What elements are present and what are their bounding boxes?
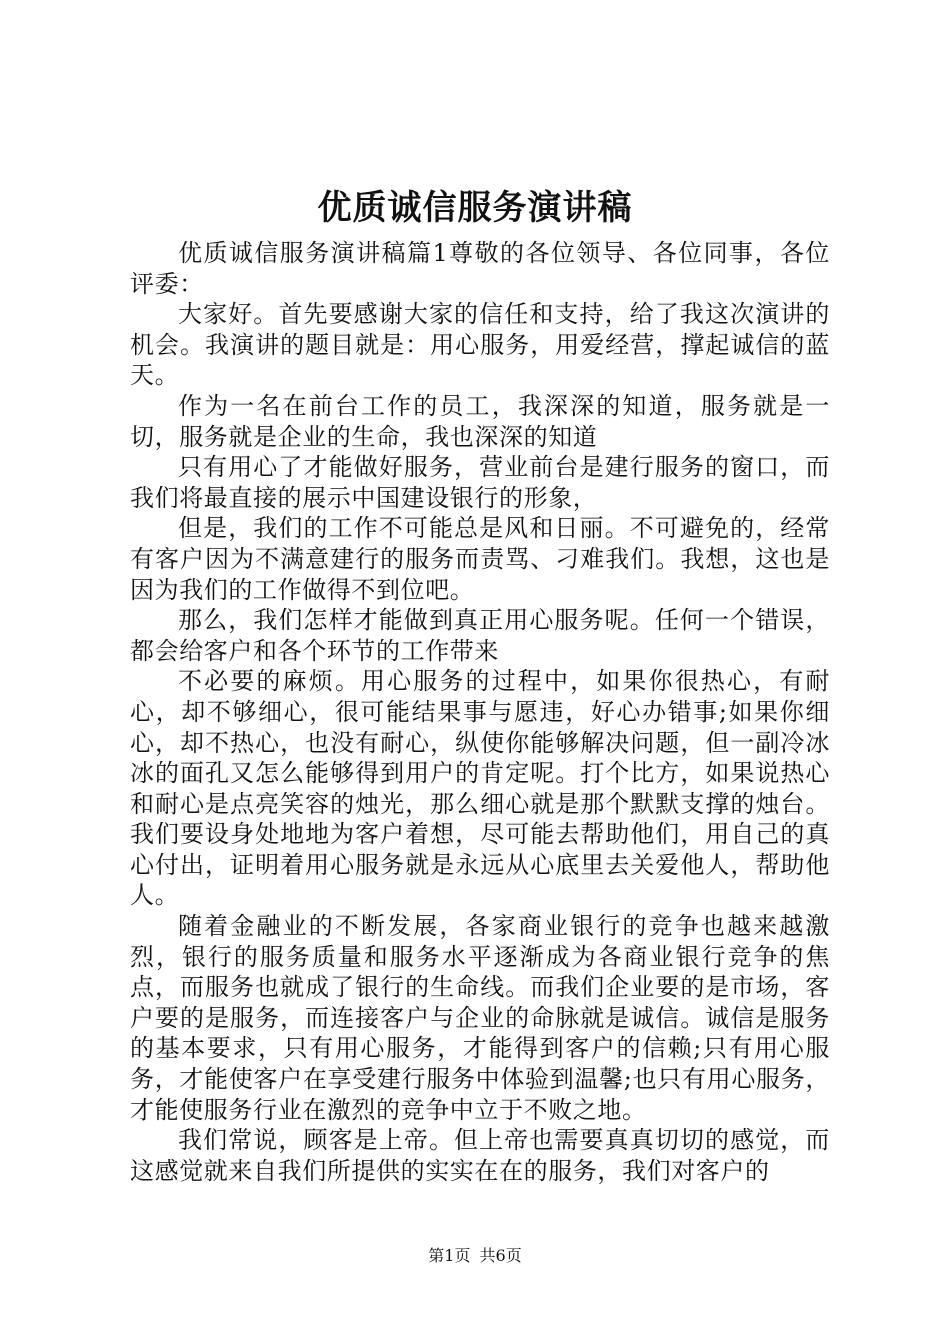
paragraph: 但是，我们的工作不可能总是风和日丽。不可避免的，经常有客户因为不满意建行的服务而责骂、刁难我们。我想，这也是因为我们的工作做得不到位吧。 (130, 514, 830, 604)
paragraph: 只有用心了才能做好服务，营业前台是建行服务的窗口，而我们将最直接的展示中国建设银行的形象， (130, 453, 830, 512)
paragraph: 不必要的麻烦。用心服务的过程中，如果你很热心，有耐心，却不够细心，很可能结果事与愿违，好心办错事;如果你细心，却不热心，也没有耐心，纵使你能够解决问题，但一副冷冰冰的面孔又怎么能够得到用户的肯定呢。打个比方，如果说热心和耐心是点亮笑容的烛光，那么细心就是那个默默支撑的烛台。我们要设身处地地为客户着想，尽可能去帮助他们，用自己的真心付出，证明着用心服务就是永远从心底里去关爱他人，帮助他人。 (130, 667, 830, 910)
paragraph: 那么，我们怎样才能做到真正用心服务呢。任何一个错误，都会给客户和各个环节的工作带来 (130, 606, 830, 665)
page-number: 第1页 (428, 1246, 471, 1265)
paragraph: 随着金融业的不断发展，各家商业银行的竞争也越来越激烈，银行的服务质量和服务水平逐渐成为各商业银行竞争的焦点，而服务也就成了银行的生命线。而我们企业要的是市场，客户要的是服务，而连接客户与企业的命脉就是诚信。诚信是服务的基本要求，只有用心服务，才能得到客户的信赖;只有用心服务，才能使客户在享受建行服务中体验到温馨;也只有用心服务，才能使服务行业在激烈的竞争中立于不败之地。 (130, 912, 830, 1124)
document-body (130, 238, 830, 1186)
paragraph: 大家好。首先要感谢大家的信任和支持，给了我这次演讲的机会。我演讲的题目就是：用心服务，用爱经营，撑起诚信的蓝天。 (130, 300, 830, 390)
paragraph: 我们常说，顾客是上帝。但上帝也需要真真切切的感觉，而这感觉就来自我们所提供的实实在在的服务，我们对客户的 (130, 1126, 830, 1185)
page-footer (0, 1246, 950, 1266)
paragraph: 优质诚信服务演讲稿篇1尊敬的各位领导、各位同事，各位评委： (130, 239, 830, 298)
paragraph: 作为一名在前台工作的员工，我深深的知道，服务就是一切，服务就是企业的生命，我也深深的知道 (130, 391, 830, 451)
page-count: 共6页 (479, 1246, 522, 1265)
document-title: 优质诚信服务演讲稿 (317, 188, 633, 228)
